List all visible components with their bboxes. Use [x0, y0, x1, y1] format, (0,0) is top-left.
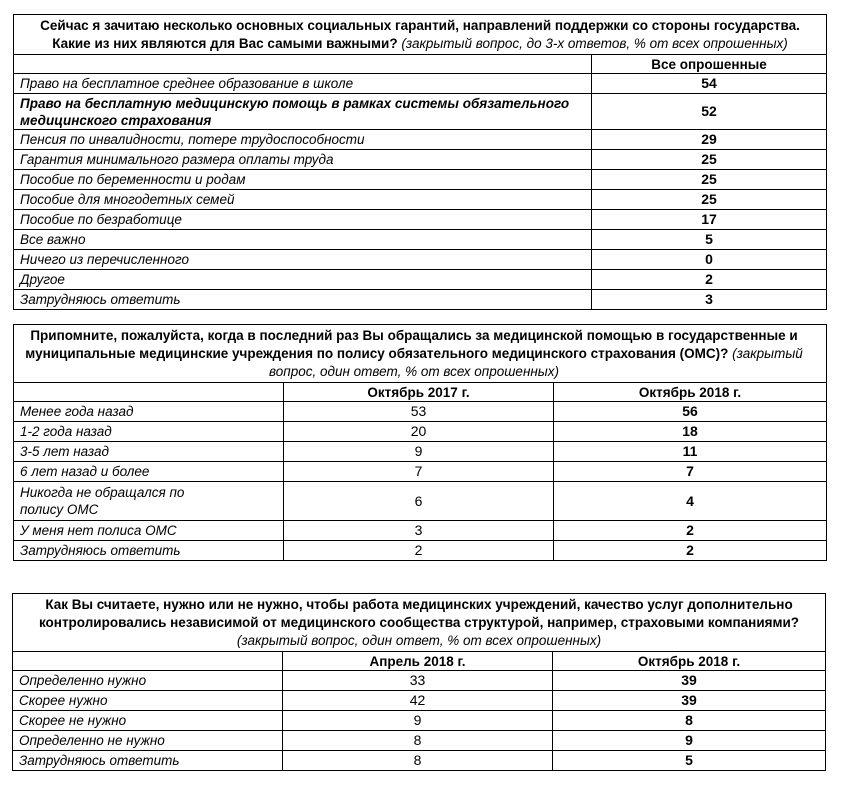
column-header-all: Все опрошенные — [592, 55, 827, 74]
row-value-2017: 53 — [284, 402, 554, 422]
table-row — [14, 482, 827, 521]
table-row — [14, 290, 827, 310]
row-value-oct-2018: 39 — [553, 691, 826, 711]
table-row — [14, 521, 827, 541]
row-value: 0 — [592, 250, 827, 270]
table-row — [14, 462, 827, 482]
oms-last-visit-table — [13, 324, 827, 561]
row-label: 3-5 лет назад — [14, 442, 284, 462]
social-guarantees-table — [13, 14, 827, 310]
row-value-apr-2018: 8 — [283, 751, 553, 771]
table-row — [14, 402, 827, 422]
row-label: 6 лет назад и более — [14, 462, 284, 482]
table-row — [13, 671, 826, 691]
row-value: 5 — [592, 230, 827, 250]
row-label: Пособие по беременности и родам — [14, 170, 592, 190]
row-value-2017: 20 — [284, 422, 554, 442]
row-value: 25 — [592, 170, 827, 190]
column-header-apr-2018: Апрель 2018 г. — [283, 652, 553, 671]
row-value-2018: 11 — [554, 442, 827, 462]
table-row — [14, 541, 827, 561]
row-value: 17 — [592, 210, 827, 230]
row-value-2018: 2 — [554, 521, 827, 541]
row-label: Затрудняюсь ответить — [14, 541, 284, 561]
row-value: 52 — [592, 94, 827, 130]
row-value-2018: 7 — [554, 462, 827, 482]
row-label: Менее года назад — [14, 402, 284, 422]
row-value: 2 — [592, 270, 827, 290]
row-value-2017: 6 — [284, 482, 554, 521]
row-value: 25 — [592, 190, 827, 210]
column-header-label — [14, 55, 592, 74]
question-note: (закрытый вопрос, один ответ, % от всех опрошенных) — [236, 633, 602, 648]
table-row — [14, 210, 827, 230]
question-text: Сейчас я зачитаю несколько основных социальных гарантий, направлений поддержки со стороны государства. Какие из них являются для Вас самыми важными? — [40, 18, 800, 51]
row-value-apr-2018: 8 — [283, 731, 553, 751]
table-row — [14, 94, 827, 130]
column-header-oct-2018: Октябрь 2018 г. — [554, 383, 827, 402]
row-value-oct-2018: 8 — [553, 711, 826, 731]
row-label: Гарантия минимального размера оплаты труда — [14, 150, 592, 170]
row-value-2017: 7 — [284, 462, 554, 482]
table-question — [14, 15, 827, 55]
column-header-oct-2018: Октябрь 2018 г. — [553, 652, 826, 671]
row-value-apr-2018: 42 — [283, 691, 553, 711]
row-label: Определенно не нужно — [13, 731, 283, 751]
row-value: 54 — [592, 74, 827, 94]
column-header-label — [13, 652, 283, 671]
row-value-2017: 9 — [284, 442, 554, 462]
table-row — [14, 170, 827, 190]
row-value: 25 — [592, 150, 827, 170]
row-label: Право на бесплатное среднее образование в школе — [14, 74, 592, 94]
row-value: 29 — [592, 130, 827, 150]
table-row — [14, 270, 827, 290]
row-value-2018: 4 — [554, 482, 827, 521]
table-question — [14, 325, 827, 383]
table-question — [13, 594, 826, 652]
question-text: Как Вы считаете, нужно или не нужно, чтобы работа медицинских учреждений, качество услуг дополнительно контролировались независимой от медицинского сообщества структурой, например, страховыми компаниями? — [38, 597, 800, 630]
table-row — [14, 190, 827, 210]
row-label: Затрудняюсь ответить — [14, 290, 592, 310]
table-row — [14, 442, 827, 462]
row-value-apr-2018: 9 — [283, 711, 553, 731]
row-label: Затрудняюсь ответить — [13, 751, 283, 771]
row-label: Ничего из перечисленного — [14, 250, 592, 270]
question-note: (закрытый вопрос, до 3-х ответов, % от всех опрошенных) — [401, 36, 788, 51]
table-row — [13, 731, 826, 751]
row-value-apr-2018: 33 — [283, 671, 553, 691]
row-label: Право на бесплатную медицинскую помощь в рамках системы обязательного медицинского страхования — [14, 94, 592, 130]
row-label: Пособие для многодетных семей — [14, 190, 592, 210]
row-label: Другое — [14, 270, 592, 290]
table-row — [13, 711, 826, 731]
question-note: (закрытый вопрос, один ответ, % от всех опрошенных) — [269, 346, 803, 379]
row-label: Все важно — [14, 230, 592, 250]
row-label: У меня нет полиса ОМС — [14, 521, 284, 541]
row-label: Определенно нужно — [13, 671, 283, 691]
table-row — [14, 422, 827, 442]
row-label: 1-2 года назад — [14, 422, 284, 442]
table-row — [14, 74, 827, 94]
column-header-oct-2017: Октябрь 2017 г. — [284, 383, 554, 402]
question-block — [20, 327, 808, 381]
row-value-oct-2018: 5 — [553, 751, 826, 771]
table-row — [14, 230, 827, 250]
independent-control-table — [12, 593, 826, 771]
table-row — [14, 150, 827, 170]
column-header-label — [14, 383, 284, 402]
question-text: Припомните, пожалуйста, когда в последний раз Вы обращались за медицинской помощью в государственные и муниципальные медицинские учреждения по полису обязательного медицинского страхования (ОМС)? — [25, 328, 798, 361]
row-value-2018: 18 — [554, 422, 827, 442]
table-row — [13, 691, 826, 711]
row-value-2018: 2 — [554, 541, 827, 561]
table-row — [14, 130, 827, 150]
row-value-oct-2018: 39 — [553, 671, 826, 691]
row-label: Пенсия по инвалидности, потере трудоспособности — [14, 130, 592, 150]
row-label: Скорее нужно — [13, 691, 283, 711]
row-value-2018: 56 — [554, 402, 827, 422]
row-label: Пособие по безработице — [14, 210, 592, 230]
row-label: Никогда не обращался по полису ОМС — [14, 482, 284, 521]
table-row — [14, 250, 827, 270]
table-row — [13, 751, 826, 771]
row-value-2017: 3 — [284, 521, 554, 541]
row-label: Скорее не нужно — [13, 711, 283, 731]
row-value-oct-2018: 9 — [553, 731, 826, 751]
row-value-2017: 2 — [284, 541, 554, 561]
row-value: 3 — [592, 290, 827, 310]
